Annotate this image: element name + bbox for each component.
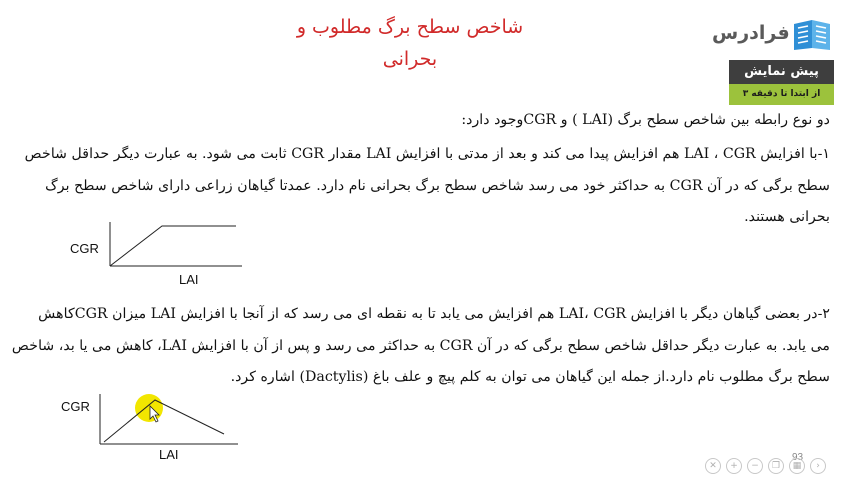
graph-1-ylabel: CGR: [70, 241, 99, 256]
zoom-in-icon[interactable]: +: [726, 458, 742, 474]
close-icon[interactable]: ✕: [705, 458, 721, 474]
graph-2-xlabel: LAI: [159, 447, 179, 462]
paragraph-2-line-3: سطح برگ مطلوب نام دارد.از جمله این گیاهان می توان به کلم پیچ و علف باغ (Dactylis) اشاره کرد.: [230, 369, 830, 385]
slide-title-line-2: بحرانی: [382, 48, 438, 70]
grid-icon[interactable]: ▦: [789, 458, 805, 474]
copy-icon[interactable]: ❐: [768, 458, 784, 474]
logo-text: فرادرس: [712, 22, 790, 44]
graph-1-curve: [110, 226, 236, 266]
paragraph-1-line-1: ۱-با افزایش LAI ، CGR هم افزایش پیدا می کند و بعد از مدتی با افزایش LAI مقدار CGR ثابت می شود. به عبارت دیگر حداقل شاخص: [24, 146, 830, 162]
graph-1-critical-lai: [100, 220, 245, 270]
mouse-cursor-icon: [150, 406, 159, 422]
graph-1-xlabel: LAI: [179, 272, 199, 287]
faradars-logo: [712, 14, 834, 54]
book-icon: [790, 16, 834, 52]
preview-badge-title: پیش نمایش: [729, 60, 834, 84]
graph-2-ylabel: CGR: [61, 399, 90, 414]
intro-text: دو نوع رابطه بین شاخص سطح برگ (LAI ) و CGRوجود دارد:: [461, 112, 830, 128]
next-icon[interactable]: ›: [810, 458, 826, 474]
graph-2-curve: [104, 400, 224, 442]
paragraph-2-line-1: ۲-در بعضی گیاهان دیگر با افزایش LAI، CGR هم افزایش می یابد تا به نقطه ای می رسد که از آنجا با افزایش LAI میزان CGRکاهش: [38, 306, 830, 322]
slide-title-line-1: شاخص سطح برگ مطلوب و: [296, 16, 524, 38]
paragraph-1-line-3: بحرانی هستند.: [744, 209, 830, 225]
paragraph-1-line-2: سطح برگی که در آن CGR به حداکثر خود می رسد شاخص سطح برگ بحرانی نام دارد. عمدتا گیاهان زراعی دارای شاخص سطح برگ: [45, 178, 830, 194]
zoom-out-icon[interactable]: −: [747, 458, 763, 474]
preview-badge: [729, 60, 834, 105]
graph-2-optimum-lai: [92, 392, 242, 448]
paragraph-2-line-2: می یابد. به عبارت دیگر حداقل شاخص سطح برگی که در آن CGR به حداکثر می رسد و پس از آن با افزایش LAI، کاهش می یا بد، شاخص: [11, 338, 830, 354]
viewer-controls: [705, 458, 826, 474]
page-number: 93: [792, 452, 804, 463]
preview-badge-subtitle: از ابتدا تا دقیقه ۳: [729, 84, 834, 105]
